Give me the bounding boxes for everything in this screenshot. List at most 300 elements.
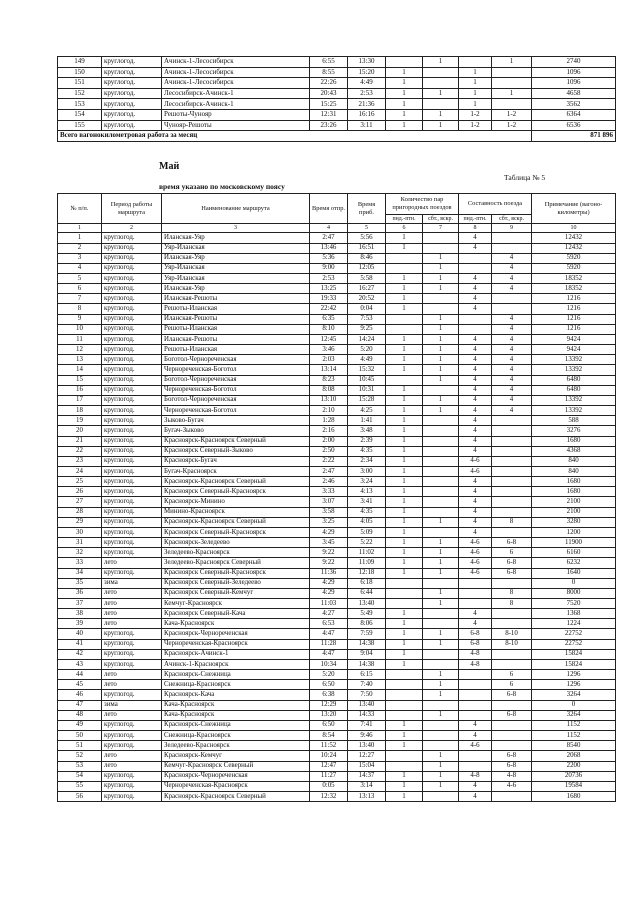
route-name-cell: Красноярск-Чернореченская: [162, 629, 310, 639]
departure-time-cell: 2:46: [310, 477, 348, 487]
column-number-cell: 4: [310, 224, 348, 233]
route-name-cell: Кача-Красноярск: [162, 700, 310, 710]
route-name-cell: Ачинск-1-Лесосибирск: [162, 78, 310, 89]
table-row: [58, 629, 616, 639]
row-number-cell: 15: [58, 375, 102, 385]
car-kilometers-cell: 13392: [532, 355, 616, 365]
arrival-time-cell: 5:22: [348, 538, 386, 548]
weekday-consist-cell: 4: [459, 345, 492, 355]
row-number-cell: 21: [58, 436, 102, 446]
weekend-pairs-cell: [423, 294, 459, 304]
weekend-pairs-cell: [423, 487, 459, 497]
weekday-consist-cell: [459, 680, 492, 690]
arrival-time-cell: 15:20: [348, 67, 386, 78]
row-number-cell: 51: [58, 741, 102, 751]
header-arrival: Время приб.: [348, 194, 386, 224]
row-number-cell: 155: [58, 120, 102, 131]
weekday-consist-cell: 4: [459, 731, 492, 741]
table-row: [58, 690, 616, 700]
weekday-pairs-cell: 1: [386, 731, 423, 741]
period-cell: круглогод.: [102, 334, 162, 344]
header-departure: Время отпр.: [310, 194, 348, 224]
weekend-pairs-cell: [423, 385, 459, 395]
arrival-time-cell: 13:40: [348, 700, 386, 710]
departure-time-cell: 1:28: [310, 416, 348, 426]
car-kilometers-cell: 11900: [532, 538, 616, 548]
weekend-pairs-cell: 1: [423, 751, 459, 761]
departure-time-cell: 2:00: [310, 436, 348, 446]
period-cell: круглогод.: [102, 406, 162, 416]
weekday-pairs-cell: 1: [386, 67, 423, 78]
car-kilometers-cell: 12432: [532, 243, 616, 253]
car-kilometers-cell: 1640: [532, 568, 616, 578]
departure-time-cell: 2:47: [310, 466, 348, 476]
departure-time-cell: 23:26: [310, 120, 348, 131]
weekday-pairs-cell: 1: [386, 517, 423, 527]
row-number-cell: 26: [58, 487, 102, 497]
weekend-consist-cell: [492, 527, 532, 537]
weekend-pairs-cell: [423, 527, 459, 537]
departure-time-cell: 11:03: [310, 599, 348, 609]
weekend-pairs-cell: 1: [423, 345, 459, 355]
weekday-consist-cell: [459, 599, 492, 609]
arrival-time-cell: 9:04: [348, 649, 386, 659]
weekday-pairs-cell: [386, 751, 423, 761]
monthly-total-value: 871 896: [532, 131, 616, 142]
weekend-consist-cell: 6-8: [492, 568, 532, 578]
car-kilometers-cell: 6364: [532, 109, 616, 120]
departure-time-cell: 4:29: [310, 578, 348, 588]
row-number-cell: 17: [58, 395, 102, 405]
car-kilometers-cell: 15824: [532, 659, 616, 669]
row-number-cell: 50: [58, 731, 102, 741]
departure-time-cell: 6:35: [310, 314, 348, 324]
weekend-consist-cell: [492, 507, 532, 517]
period-cell: круглогод.: [102, 527, 162, 537]
arrival-time-cell: 5:09: [348, 527, 386, 537]
weekday-consist-cell: 4: [459, 436, 492, 446]
car-kilometers-cell: 19584: [532, 781, 616, 791]
departure-time-cell: 22:42: [310, 304, 348, 314]
car-kilometers-cell: 5920: [532, 263, 616, 273]
table-row: [58, 284, 616, 294]
table-row: [58, 355, 616, 365]
car-kilometers-cell: 2200: [532, 761, 616, 771]
row-number-cell: 5: [58, 274, 102, 284]
period-cell: круглогод.: [102, 781, 162, 791]
weekday-pairs-cell: 1: [386, 304, 423, 314]
departure-time-cell: 4:29: [310, 588, 348, 598]
weekend-consist-cell: 4: [492, 314, 532, 324]
weekday-pairs-cell: [386, 253, 423, 263]
car-kilometers-cell: 5920: [532, 253, 616, 263]
weekend-pairs-cell: [423, 304, 459, 314]
car-kilometers-cell: 8540: [532, 741, 616, 751]
weekday-pairs-cell: [386, 588, 423, 598]
column-number-cell: 1: [58, 224, 102, 233]
arrival-time-cell: 4:49: [348, 355, 386, 365]
weekday-pairs-cell: 1: [386, 120, 423, 131]
table-row: [58, 741, 616, 751]
weekend-pairs-cell: 1: [423, 639, 459, 649]
route-name-cell: Чернореченская-Красноярск: [162, 781, 310, 791]
row-number-cell: 47: [58, 700, 102, 710]
weekend-pairs-cell: [423, 466, 459, 476]
weekday-consist-cell: 4: [459, 375, 492, 385]
weekend-consist-cell: [492, 233, 532, 243]
weekday-pairs-cell: 1: [386, 466, 423, 476]
weekend-pairs-cell: 1: [423, 771, 459, 781]
monthly-total-row: [58, 131, 616, 142]
route-name-cell: Ачинск-1-Красноярск: [162, 659, 310, 669]
route-name-cell: Чернореченская-Боготол: [162, 385, 310, 395]
row-number-cell: 30: [58, 527, 102, 537]
departure-time-cell: 3:07: [310, 497, 348, 507]
arrival-time-cell: 16:27: [348, 284, 386, 294]
period-cell: круглогод.: [102, 416, 162, 426]
arrival-time-cell: 2:53: [348, 88, 386, 99]
weekend-pairs-cell: 1: [423, 314, 459, 324]
weekday-consist-cell: 6-8: [459, 629, 492, 639]
weekend-consist-cell: [492, 700, 532, 710]
weekend-consist-cell: 4: [492, 355, 532, 365]
weekday-pairs-cell: [386, 690, 423, 700]
weekend-pairs-cell: 1: [423, 710, 459, 720]
arrival-time-cell: 6:44: [348, 588, 386, 598]
car-kilometers-cell: 1680: [532, 791, 616, 801]
weekend-pairs-cell: 1: [423, 324, 459, 334]
weekend-consist-cell: [492, 619, 532, 629]
weekend-consist-cell: [492, 578, 532, 588]
weekend-consist-cell: [492, 78, 532, 89]
row-number-cell: 34: [58, 568, 102, 578]
departure-time-cell: 3:25: [310, 517, 348, 527]
weekday-pairs-cell: 1: [386, 406, 423, 416]
table-row: [58, 619, 616, 629]
table-row: [58, 659, 616, 669]
weekday-pairs-cell: 1: [386, 233, 423, 243]
route-name-cell: Снежница-Красноярск: [162, 731, 310, 741]
row-number-cell: 14: [58, 365, 102, 375]
arrival-time-cell: 13:13: [348, 791, 386, 801]
weekend-consist-cell: 1-2: [492, 109, 532, 120]
period-cell: круглогод.: [102, 639, 162, 649]
weekday-consist-cell: [459, 761, 492, 771]
arrival-time-cell: 20:52: [348, 294, 386, 304]
departure-time-cell: 13:14: [310, 365, 348, 375]
weekend-pairs-cell: 1: [423, 690, 459, 700]
route-name-cell: Красноярск-Красноярск Северный: [162, 477, 310, 487]
departure-time-cell: 13:25: [310, 284, 348, 294]
arrival-time-cell: 7:53: [348, 314, 386, 324]
weekday-consist-cell: 4: [459, 416, 492, 426]
period-cell: круглогод.: [102, 507, 162, 517]
car-kilometers-cell: 22752: [532, 639, 616, 649]
header-period: Период работы маршрута: [102, 194, 162, 224]
weekend-consist-cell: [492, 416, 532, 426]
weekday-consist-cell: 4-6: [459, 568, 492, 578]
departure-time-cell: 8:54: [310, 731, 348, 741]
car-kilometers-cell: 2068: [532, 751, 616, 761]
weekday-pairs-cell: 1: [386, 741, 423, 751]
period-cell: зима: [102, 700, 162, 710]
weekday-consist-cell: 4: [459, 527, 492, 537]
table-row: [58, 395, 616, 405]
route-name-cell: Решоты-Иланская: [162, 345, 310, 355]
car-kilometers-cell: 0: [532, 700, 616, 710]
arrival-time-cell: 16:16: [348, 109, 386, 120]
arrival-time-cell: 13:30: [348, 57, 386, 68]
route-name-cell: Красноярск-Зеледеево: [162, 538, 310, 548]
weekday-pairs-cell: 1: [386, 365, 423, 375]
weekend-consist-cell: 4: [492, 406, 532, 416]
weekday-pairs-cell: 1: [386, 334, 423, 344]
weekend-pairs-cell: 1: [423, 406, 459, 416]
departure-time-cell: 3:46: [310, 345, 348, 355]
period-cell: круглогод.: [102, 690, 162, 700]
table-row: [58, 466, 616, 476]
weekday-consist-cell: [459, 314, 492, 324]
period-cell: лето: [102, 710, 162, 720]
car-kilometers-cell: 1680: [532, 477, 616, 487]
weekday-pairs-cell: 1: [386, 99, 423, 110]
period-cell: круглогод.: [102, 294, 162, 304]
period-cell: круглогод.: [102, 78, 162, 89]
route-name-cell: Иланская-Решоты: [162, 294, 310, 304]
weekend-consist-cell: 4: [492, 253, 532, 263]
car-kilometers-cell: 1096: [532, 78, 616, 89]
arrival-time-cell: 14:37: [348, 771, 386, 781]
previous-month-rows: [58, 57, 616, 131]
route-name-cell: Бугач-Зыково: [162, 426, 310, 436]
row-number-cell: 35: [58, 578, 102, 588]
weekday-pairs-cell: 1: [386, 771, 423, 781]
weekend-pairs-cell: [423, 497, 459, 507]
weekday-consist-cell: 4: [459, 385, 492, 395]
row-number-cell: 12: [58, 345, 102, 355]
period-cell: круглогод.: [102, 731, 162, 741]
car-kilometers-cell: 13392: [532, 395, 616, 405]
weekday-pairs-cell: 1: [386, 395, 423, 405]
column-number-cell: 6: [386, 224, 423, 233]
route-name-cell: Красноярск Северный-Зеледеево: [162, 578, 310, 588]
departure-time-cell: 11:52: [310, 741, 348, 751]
weekday-consist-cell: 4-8: [459, 771, 492, 781]
schedule-rows: [58, 233, 616, 802]
arrival-time-cell: 15:28: [348, 395, 386, 405]
table-row: [58, 109, 616, 120]
table-row: [58, 639, 616, 649]
route-name-cell: Красноярск-Кача: [162, 690, 310, 700]
route-name-cell: Красноярск Северный-Зыково: [162, 446, 310, 456]
departure-time-cell: 6:55: [310, 57, 348, 68]
arrival-time-cell: 21:36: [348, 99, 386, 110]
departure-time-cell: 10:34: [310, 659, 348, 669]
weekend-consist-cell: [492, 477, 532, 487]
row-number-cell: 16: [58, 385, 102, 395]
route-name-cell: Красноярск Северный-Красноярск: [162, 487, 310, 497]
departure-time-cell: 8:08: [310, 385, 348, 395]
previous-month-table-tail: [57, 56, 616, 142]
weekday-consist-cell: 4: [459, 355, 492, 365]
departure-time-cell: 5:36: [310, 253, 348, 263]
weekday-consist-cell: 1-2: [459, 120, 492, 131]
row-number-cell: 28: [58, 507, 102, 517]
route-name-cell: Кемчуг-Красноярск: [162, 599, 310, 609]
weekend-pairs-cell: [423, 741, 459, 751]
row-number-cell: 32: [58, 548, 102, 558]
weekday-consist-cell: 4: [459, 497, 492, 507]
route-name-cell: Красноярск-Снежница: [162, 670, 310, 680]
weekend-pairs-cell: [423, 507, 459, 517]
row-number-cell: 41: [58, 639, 102, 649]
arrival-time-cell: 6:18: [348, 578, 386, 588]
arrival-time-cell: 14:38: [348, 639, 386, 649]
period-cell: круглогод.: [102, 720, 162, 730]
arrival-time-cell: 4:25: [348, 406, 386, 416]
weekday-consist-cell: 4: [459, 274, 492, 284]
weekday-pairs-cell: 1: [386, 78, 423, 89]
table-row: [58, 446, 616, 456]
weekday-consist-cell: [459, 324, 492, 334]
table-row: [58, 720, 616, 730]
weekend-consist-cell: 4: [492, 365, 532, 375]
table-row: [58, 436, 616, 446]
weekday-consist-cell: 1: [459, 78, 492, 89]
table-row: [58, 120, 616, 131]
row-number-cell: 11: [58, 334, 102, 344]
period-cell: круглогод.: [102, 263, 162, 273]
weekday-consist-cell: 4: [459, 426, 492, 436]
weekend-pairs-cell: [423, 243, 459, 253]
weekday-consist-cell: 4-6: [459, 558, 492, 568]
weekend-pairs-cell: 1: [423, 538, 459, 548]
period-cell: круглогод.: [102, 284, 162, 294]
row-number-cell: 44: [58, 670, 102, 680]
weekend-consist-cell: 4: [492, 395, 532, 405]
row-number-cell: 9: [58, 314, 102, 324]
column-number-cell: 10: [532, 224, 616, 233]
weekday-consist-cell: 4: [459, 477, 492, 487]
period-cell: лето: [102, 680, 162, 690]
route-name-cell: Красноярск Северный-Кача: [162, 609, 310, 619]
weekday-pairs-cell: 1: [386, 243, 423, 253]
weekend-consist-cell: 6: [492, 680, 532, 690]
arrival-time-cell: 8:46: [348, 253, 386, 263]
car-kilometers-cell: 1216: [532, 314, 616, 324]
weekday-pairs-cell: 1: [386, 109, 423, 120]
table-row: [58, 680, 616, 690]
route-name-cell: Зеледеево-Красноярск Северный: [162, 558, 310, 568]
row-number-cell: 39: [58, 619, 102, 629]
car-kilometers-cell: 3562: [532, 99, 616, 110]
weekday-consist-cell: 4-6: [459, 538, 492, 548]
weekend-pairs-cell: [423, 609, 459, 619]
weekend-consist-cell: 6-8: [492, 710, 532, 720]
weekday-pairs-cell: [386, 670, 423, 680]
arrival-time-cell: 12:18: [348, 568, 386, 578]
car-kilometers-cell: 840: [532, 466, 616, 476]
route-name-cell: Чернореченская-Боготол: [162, 365, 310, 375]
row-number-cell: 46: [58, 690, 102, 700]
arrival-time-cell: 1:41: [348, 416, 386, 426]
period-cell: круглогод.: [102, 88, 162, 99]
row-number-cell: 4: [58, 263, 102, 273]
weekend-pairs-cell: [423, 78, 459, 89]
row-number-cell: 22: [58, 446, 102, 456]
weekend-pairs-cell: 1: [423, 670, 459, 680]
month-heading: Май: [159, 161, 180, 172]
departure-time-cell: 0:05: [310, 781, 348, 791]
car-kilometers-cell: 13392: [532, 365, 616, 375]
period-cell: круглогод.: [102, 771, 162, 781]
route-name-cell: Иланская-Уяр: [162, 284, 310, 294]
table-row: [58, 649, 616, 659]
period-cell: круглогод.: [102, 243, 162, 253]
row-number-cell: 10: [58, 324, 102, 334]
weekday-consist-cell: 4: [459, 619, 492, 629]
monthly-total-label: Всего вагонокилометровая работа за месяц: [58, 131, 532, 142]
period-cell: лето: [102, 761, 162, 771]
departure-time-cell: 12:32: [310, 791, 348, 801]
arrival-time-cell: 10:31: [348, 385, 386, 395]
car-kilometers-cell: 6480: [532, 385, 616, 395]
table-row: [58, 324, 616, 334]
car-kilometers-cell: 3276: [532, 426, 616, 436]
weekend-pairs-cell: [423, 731, 459, 741]
weekday-pairs-cell: [386, 375, 423, 385]
period-cell: круглогод.: [102, 120, 162, 131]
weekend-pairs-cell: [423, 233, 459, 243]
route-name-cell: Лесосибирск-Ачинск-1: [162, 88, 310, 99]
weekend-consist-cell: 6-8: [492, 751, 532, 761]
route-name-cell: Красноярск-Красноярск Северный: [162, 791, 310, 801]
period-cell: круглогод.: [102, 253, 162, 263]
period-cell: круглогод.: [102, 375, 162, 385]
table-row: [58, 416, 616, 426]
period-cell: лето: [102, 670, 162, 680]
route-name-cell: Зыково-Бугач: [162, 416, 310, 426]
column-number-cell: 9: [492, 224, 532, 233]
weekday-consist-cell: [459, 578, 492, 588]
period-cell: круглогод.: [102, 99, 162, 110]
route-name-cell: Кача-Красноярск: [162, 710, 310, 720]
route-name-cell: Кемчуг-Красноярск Северный: [162, 761, 310, 771]
weekend-consist-cell: 8-10: [492, 639, 532, 649]
departure-time-cell: 19:33: [310, 294, 348, 304]
table-row: [58, 304, 616, 314]
weekend-pairs-cell: 1: [423, 88, 459, 99]
weekday-consist-cell: 4: [459, 791, 492, 801]
weekend-consist-cell: 6-8: [492, 558, 532, 568]
weekday-pairs-cell: 1: [386, 436, 423, 446]
row-number-cell: 6: [58, 284, 102, 294]
arrival-time-cell: 7:41: [348, 720, 386, 730]
departure-time-cell: 15:25: [310, 99, 348, 110]
car-kilometers-cell: 6160: [532, 548, 616, 558]
weekend-consist-cell: [492, 720, 532, 730]
weekend-pairs-cell: 1: [423, 120, 459, 131]
weekday-pairs-cell: 1: [386, 548, 423, 558]
weekend-consist-cell: [492, 497, 532, 507]
table-row: [58, 487, 616, 497]
weekday-pairs-cell: 1: [386, 345, 423, 355]
weekend-consist-cell: 8: [492, 599, 532, 609]
route-name-cell: Красноярск-Бугач: [162, 456, 310, 466]
weekday-pairs-cell: [386, 680, 423, 690]
car-kilometers-cell: 1296: [532, 680, 616, 690]
weekend-consist-cell: [492, 649, 532, 659]
